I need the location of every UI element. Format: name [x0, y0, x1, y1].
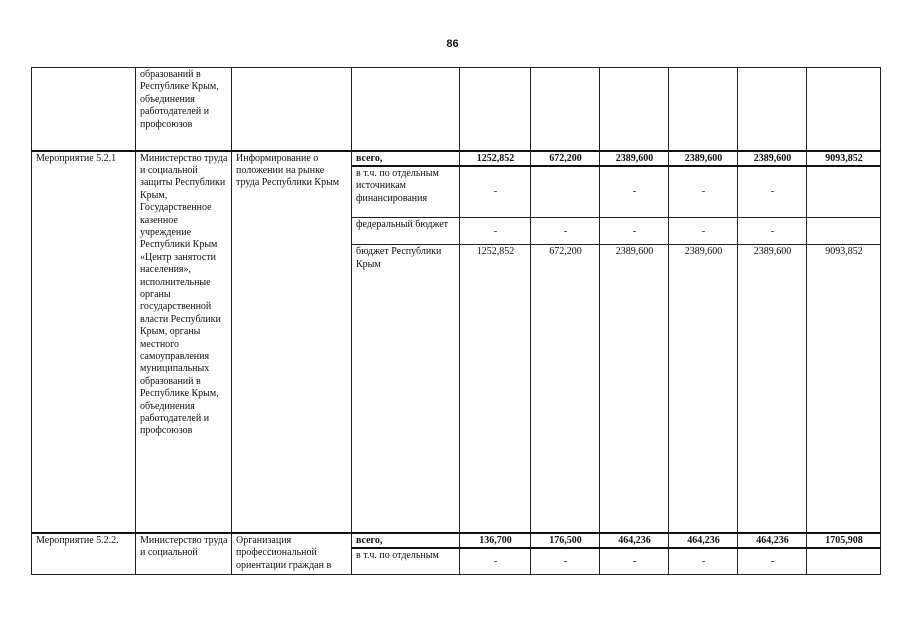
description-cell: Информирование о положении на рынке труда Республики Крым [232, 151, 352, 533]
value-cell [531, 166, 600, 218]
value-cell: 2389,600 [600, 151, 669, 166]
fin-source-cell: в т.ч. по отдельным [352, 548, 460, 574]
value-cell: 2389,600 [669, 245, 738, 533]
fin-source-total: всего, [352, 533, 460, 548]
value-cell: 672,200 [531, 245, 600, 533]
value-cell: 1252,852 [460, 245, 531, 533]
value-cell: - [738, 548, 807, 574]
value-cell [807, 166, 881, 218]
value-cell: 1252,852 [460, 151, 531, 166]
budget-table-wrapper [31, 67, 880, 575]
value-cell: 176,500 [531, 533, 600, 548]
fin-source-cell: федеральный бюджет [352, 218, 460, 245]
budget-table [31, 67, 881, 575]
value-cell: - [531, 218, 600, 245]
fin-source-cell: в т.ч. по отдельным источникам финансирования [352, 166, 460, 218]
continuation-row [32, 68, 881, 151]
m521-total-row [32, 151, 881, 166]
value-cell: 672,200 [531, 151, 600, 166]
value-cell: - [600, 218, 669, 245]
fin-source-total: всего, [352, 151, 460, 166]
executor-cell: Министерство труда и социальной защиты Республики Крым, Государственное казенное учреждение Республики Крым «Центр занятости населения», исполнительные органы государственной власти Республики Крым, органы местного самоуправления муниципальных образований в Республике Крым, объединения работодателей и профсоюзов [136, 151, 232, 533]
value-cell: - [531, 548, 600, 574]
value-cell: 464,236 [738, 533, 807, 548]
page-number: 86 [446, 38, 459, 50]
executor-cell: Министерство труда и социальной [136, 533, 232, 574]
value-cell: - [669, 166, 738, 218]
value-cell: - [669, 218, 738, 245]
value-cell: - [460, 218, 531, 245]
value-cell: 2389,600 [738, 151, 807, 166]
value-cell: - [669, 548, 738, 574]
value-cell: - [600, 548, 669, 574]
value-cell: 2389,600 [600, 245, 669, 533]
value-cell: 2389,600 [738, 245, 807, 533]
fin-source-cell: бюджет Республики Крым [352, 245, 460, 533]
value-cell: 136,700 [460, 533, 531, 548]
value-cell: 464,236 [600, 533, 669, 548]
measure-label: Мероприятие 5.2.1 [32, 151, 136, 533]
m522-total-row [32, 533, 881, 548]
value-cell: 1705,908 [807, 533, 881, 548]
fin-source-cell [352, 68, 460, 151]
executor-cell: образований в Республике Крым, объединения работодателей и профсоюзов [136, 68, 232, 151]
value-cell: - [460, 548, 531, 574]
value-cell: - [600, 166, 669, 218]
value-cell: 2389,600 [669, 151, 738, 166]
description-cell: Организация профессиональной ориентации граждан в [232, 533, 352, 574]
value-cell: 464,236 [669, 533, 738, 548]
value-cell [807, 548, 881, 574]
measure-cell [32, 68, 136, 151]
value-cell: - [460, 166, 531, 218]
value-cell: 9093,852 [807, 151, 881, 166]
value-cell: - [738, 218, 807, 245]
description-cell [232, 68, 352, 151]
value-cell [807, 218, 881, 245]
measure-label: Мероприятие 5.2.2. [32, 533, 136, 574]
value-cell: - [738, 166, 807, 218]
value-cell: 9093,852 [807, 245, 881, 533]
